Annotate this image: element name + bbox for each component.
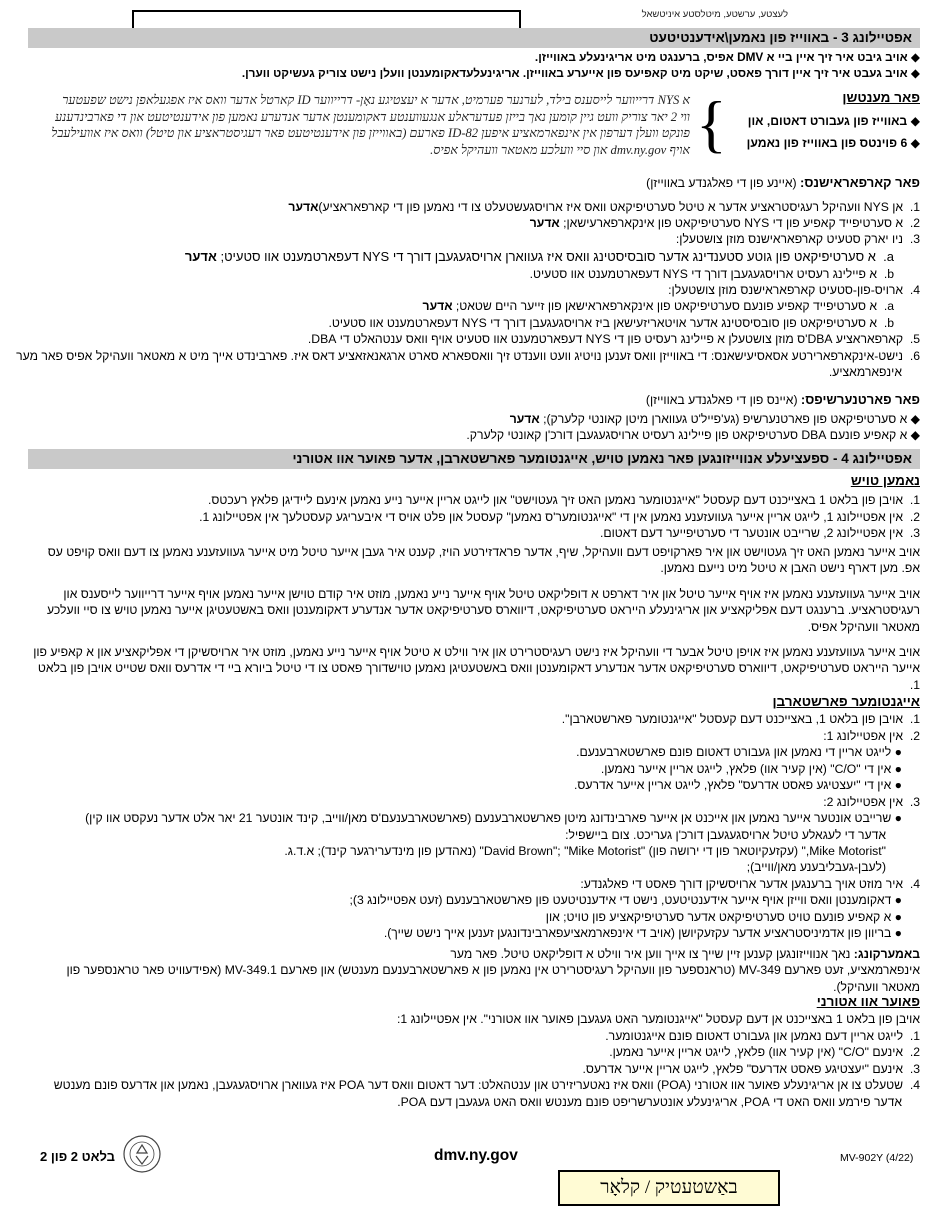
bullet-in-person: ◆ אויב גיבט איר זיך איין ביי א DMV אפיס, ברענגט מיט אריגינעלע באווייזן.: [534, 50, 920, 64]
name-change-block: [30, 472, 920, 693]
deceased-bullet: ● אין די "C/O" (אין קעיר אוו) פלאץ, לייגט אריין אייער נאמען.: [600, 761, 902, 776]
partnership-item-2: ◆ א קאפיע פונעם DBA סערטיפיקאט פון פיילינג רעסיט ארויסגעגעבן דורכ'ן קאונטי קלערק.: [466, 428, 920, 443]
corporations-title: פאר קארפאראישנס: (איינע פון די פאלגנדע באווייזן): [646, 175, 920, 190]
name-change-para-3: אויב אייער געוועזענע נאמען איז אויפן טיטל אבער די וועהיקל איז נישט רעגיסטרירט און איר ווילט א טיטל אויף אייער נייע נאמען, מוזט איר ארויסשיקן די אפליקאציע און א קאפיע פון אייער הייראט סערטיפיקאט, דיווארס סערטיפיקאט אדער אנדערע דאקומענטן וואס באשטעטיגן נאמען טוישדורך פאסט צו די טיטל ביורא ביי די אדרעס וואס שטייט אויבן פון בלאט 1.: [33, 644, 920, 692]
poa-item-2: 2. אינעם "C/O" (אין קעיר אוו) פלאץ, לייגט אריין אייער נאמען.: [609, 1045, 920, 1060]
name-change-item-3: 3. אין אפטיילונג 2, שרייבט אונטער די סערטיפייער דעם דאטום.: [599, 526, 920, 541]
partnership-item-1: ◆ א סערטיפיקאט פון פארטנערשיפ (גע'פייל'ט געווארן מיטן קאונטי קלערק); אדער: [509, 411, 920, 426]
name-change-item-2: 2. אין אפטיילונג 1, לייגט אריין אייער געוועזענע נאמען אין די "אייגנטומער'ס נאמען" קעסטל און פלט אויס די איבעריגע קעסטלעך אין אפטיילונג 1.: [199, 509, 920, 524]
deceased-doc-bullet: ● דאקומענטן וואס ווייזן אויף אייער אידענטיטעט, נישט די אידענטיטעט פון פארשטארבענעם (זעט אפטיילונג 3);: [349, 893, 902, 908]
footer-website: dmv.ny.gov: [434, 1147, 518, 1164]
deceased-bullet: ● לייגט אריין די נאמען און געבורט דאטום פונם פארשטארבענעם.: [576, 745, 902, 760]
page-number: בלאט 2 פון 2: [40, 1149, 115, 1164]
name-change-title: נאמען טויש: [850, 473, 920, 488]
corp-item-4a: a. א סערטיפייד קאפיע פונעם סערטיפיקאט פון אינקארפאראישאן פון זייער היים שטאט; אדער: [422, 299, 894, 314]
power-of-attorney-block: פאוער אוו אטורני אויבן פון בלאט 1 באצייכנט אן דעם קעסטל "אייגנטומער האט געגעבן פאוער אוו אטורני". אין אפטיילונג 1: 1. לייגט אריין דעם נאמען און געבורט דאטום פונם אייגנטומער. 2. אינעם "C/O" (אין קעיר אוו) פלאץ, לייגט אריין אייער נאמען. 3. אינעם "יעצטיגע פאסט אדרעס" פלאץ, לייגט אריין אייער אדרעס. 4. שטעלט צו אן אריגינעלע פאוער אוו אטורני (POA) וואס איז נאטעריזירט און ענטהאלט: דער דאטום וואס דער POA איז געווארן ארויסגעגעבן, נאמען און אדרעס פונם מענטש אדער פירמע וואס האט די POA, אריגינעלע אונטערשריפט פונם מענטש וואס האט געגעבן דעם POA.: [30, 993, 920, 1110]
corp-item-5: 5. קארפאראציע DBA'ס מוזן צושטעלן א פיילינג רעסיט פון די NYS דעפארטמענט אוו סטעיט אויף וואס ענטהאלט די DBA.: [307, 332, 920, 347]
recycle-seal-icon: [122, 1134, 162, 1174]
section-3-bullets: [40, 50, 920, 82]
brace-icon: {: [696, 88, 727, 159]
corp-item-4: 4. ארויס-פון-סטעיט קארפאראישנס מוזן צושטעלן:: [668, 282, 920, 297]
corporations-block: [16, 174, 920, 381]
corp-item-6-cont: אינפארמאציע.: [828, 365, 902, 380]
deceased-step-3: 3. אין אפטיילונג 2:: [823, 794, 920, 809]
poa-title: פאוער אוו אטורני: [816, 994, 920, 1009]
poa-item-4: 4. שטעלט צו אן אריגינעלע פאוער אוו אטורני (POA) וואס איז נאטעריזירט און ענטהאלט: דער דאטום וואס דער POA איז געווארן ארויסגעגעבן, נאמען און אדרעס פונם מענטש: [53, 1078, 920, 1093]
poa-item-1: 1. לייגט אריין דעם נאמען און געבורט דאטום פונם אייגנטומער.: [605, 1028, 920, 1043]
corp-item-6: 6. נישט-אינקארפארירטע אסאסיעישאנס: די באווייזן וואס זענען נויטיג וועט ווענדט זיך וואספארא סארט ארגאנאזאציע דאס איז. פארבינדט אייך מיט א מאטאר וועהיקל אפיס פאר מער: [16, 348, 920, 363]
deceased-signature-note: ● שרייבט אונטער אייער נאמען און אייכנט אן אייער פארבינדונג מיטן פארשטארבענעם (פארשטארבענעם'ס מאן/ווייב, קינד אונטער 21 יאר אלט אדער נעקסט אוו קין): [85, 811, 902, 826]
deceased-bullet: ● אין די "יעצטיגע פאסט אדרעס" פלאץ, לייגט אריין אייער אדרעס.: [574, 778, 902, 793]
owner-deceased-title: אייגנטומער פארשטארבן: [772, 694, 920, 709]
corp-item-3a: a. א סערטיפיקאט פון גוטע סטענדינג אדער סובסיסטינג וואס איז געווארן ארויסגעגעבן דורך די NYS דעפארטמענט אוו סטעיט; אדער: [184, 248, 894, 264]
corp-item-3: 3. ניו יארק סטעיט קארפאראישנס מוזן צושטעלן:: [675, 232, 920, 247]
corp-item-1: 1. אן NYS וועהיקל רעגיסטראציע אדער א טיטל סערטיפיקאט וואס איז ארויסגעשטעלט צו די נאמען פון די קארפאראציע)אדער: [288, 199, 920, 214]
name-change-item-1: 1. אויבן פון בלאט 1 באצייכנט דעם קעסטל "אייגנטומער נאמען האט זיך געטוישט" און לייגט אריין אייער נייע נאמען אינעם ליידיגן פלאץ רעכטס.: [208, 493, 920, 508]
bullet-by-mail: ◆ אויב געבט איר זיך איין דורך פאסט, שיקט מיט קאפיעס פון אייערע באווייזן. אריגינעלעדאקומענטן וועלן נישט צוריק געשיקט ווערן.: [241, 65, 920, 80]
deceased-doc-bullet: ● א קאפיע פונעם טויט סערטיפיקאט אדער סערטיפיקאציע פון טויט; און: [545, 909, 902, 924]
partnerships-block: [30, 391, 920, 443]
poa-item-3: 3. אינעם "יעצטיגע פאסט אדרעס" פלאץ, לייגט אריין אייער אדרעס.: [582, 1061, 920, 1076]
section-4-header: אפטיילונג 4 - ספעציעלע אנווייזונגען פאר נאמען טויש, אייגנטומער פארשטארבן, אדער פאוער אוו אטורני: [28, 449, 920, 469]
deceased-remark: באמערקונג: נאך אנווייזונגען קענען זיין שייך צו אייך ווען איר ווילט א דופליקאט טיטל. פאר מער: [450, 946, 920, 961]
deceased-step-4: 4. איר מוזט אויך ברענגען אדער ארויסשיקן דורך פאסט די פאלגנדע:: [580, 876, 920, 891]
owner-name-label: לעצטע, ערשטע, מיטלסטע איניטשאל: [641, 9, 788, 20]
deceased-doc-bullet: ● בריוון פון אדמיניסטראציע אדער עקזעקיושן (אויב די אינפארמאציעפארבינדונגען זענען אייך נישט שייך).: [383, 926, 902, 941]
name-change-para-1: אויב אייער נאמען האט זיך געטוישט און איר פארקויפט דעם וועהיקל, שיף, אדער פראדזירטע הויז, קענט איר געבן אייער טיטל מיט אייער געוועזענע נאמען צו דעם וואס קויפט עס אפ. מען דארף נישט האבן א טיטל מיט נייעם נאמען.: [47, 544, 920, 576]
section-3-header: אפטיילונג 3 - באווייז פון נאמען\אידענטיטעט: [28, 28, 920, 48]
id-note: א NYS דרייווער לייסענס בילד, לערנער פערמיט, אדער א יעצטיגע נאָן- דרייווער ID קארטל אדער וואס איז אפגעלאפן נישט שפעטער ווי 2 יאר צוריק וועט גיין קומען נאך בייזן פעדעראלע אנגעווענטע דאקומענטן אדער אנדערע נאמען פון אידענטיטעט און די פארבינדענע פונקט וועלן דערפון אין אינפארמאציע איפען ID-82 פארעם (באווייזן פון אידענטיטעט פאר רעגיסטראציע און טיטל) וואס איז אוועילעבל אויף dmv.ny.gov און סיי וועלכע מאטאר וועהיקל אפיס.: [51, 93, 690, 157]
confirm-clear-button[interactable]: באַשטעטיק / קלאָר: [558, 1170, 780, 1206]
for-persons-block: [720, 89, 920, 151]
corp-item-3b: b. א פיילינג רעסיט ארויסגעגעבן דורך די NYS דעפארטמענט אוו סטעיט.: [529, 266, 894, 281]
corp-item-2: 2. א סערטיפייד קאפיע פון די NYS סערטיפיקאט פון אינקארפארעישאן; אדער: [529, 216, 920, 231]
poa-intro: אויבן פון בלאט 1 באצייכנט אן דעם קעסטל "אייגנטומער האט געגעבן פאוער אוו אטורני". אין אפטיילונג 1:: [397, 1012, 920, 1027]
deceased-step-1: 1. אויבן פון בלאט 1, באצייכנט דעם קעסטל "אייגנטומער פארשטארבן".: [561, 712, 920, 727]
name-change-para-2: אויב אייער געוועזענע נאמען איז אויף אייער טיטל און איר דארפט א דופליקאט טיטל אויף אייער נייע נאמען, מוזט איר קודם טוישן אייער נאמען אויף אייער דרייווער לייסענס און רעגיסטראציע. ברענגט דעם אפליקאציע און אריגינעלע הייראט סערטיפיקאט, דיווארס סערטיפיקאט אדער אנדערע דאקומענטן וואס באשטעטיגן אייער נאמען טויש צו סיי וועלכע מאטאר וועהיקל אפיס.: [47, 586, 920, 634]
corp-item-4b: b. א סערטיפיקאט פון סובסיסטינג אדער אויטאריזעישאן ביז ארויסגעגעבן דורך די NYS דעפארטמענט אוו סטעיט.: [328, 315, 894, 330]
persons-item-birthdate: ◆ באווייז פון געבורט דאטום, און: [747, 114, 920, 129]
partnerships-title: פאר פארטנערשיפס: (איינס פון די פאלגנדע באווייזן): [645, 392, 920, 407]
owner-deceased-block: אייגנטומער פארשטארבן 1. אויבן פון בלאט 1, באצייכנט דעם קעסטל "אייגנטומער פארשטארבן". 2. אין אפטיילונג 1: ● לייגט אריין די נאמען און געבורט דאטום פונם פארשטארבענעם. ● אין די "C/O" (אין קעיר אוו) פלאץ, לייגט אריין אייער נאמען. ● אין די "יעצטיגע פאסט אדרעס" פלאץ, לייגט אריין אייער אדרעס. 3. אין אפטיילונג 2: ● שרייבט אונטער אייער נאמען און אייכנט אן אייער פארבינדונג מיטן פארשטארבענעם (פארשטארבענעם'ס מאן/ווייב, קינד אונטער 21 יאר אלט אדער נעקסט אוו קין) אדער די לעגאלע טיטל ארויסגעגעבן דורכ'ן געריכט. צום ביישפיל: "Mike Motorist," (עקזעקיוטאר פון די ירושה פון) "David Brown"; "Mike Motorist" (נאהדען פון מינדערירגער קינד); א.ד.ג. (לעבן-געבליבענע מאן/ווייב); 4. איר מוזט אויך ברענגען אדער ארויסשיקן דורך פאסט די פאלגנדע: ● דאקומענטן וואס ווייזן אויף אייער אידענטיטעט, נישט די אידענטיטעט פון פארשטארבענעם (זעט אפטיילונג 3); ● א קאפיע פונעם טויט סערטיפיקאט אדער סערטיפיקאציע פון טויט; און ● בריוון פון אדמיניסטראציע אדער עקזעקיושן (אויב די אינפארמאציעפארבינדונגען זענען אייך נישט שייך). באמערקונג: נאך אנווייזונגען קענען זיין שייך צו אייך ווען איר ווילט א דופליקאט טיטל. פאר מער אינפארמאציע, זעט פארעם MV-349 (טראנספער פון וועהיקל רעגיסטרירט אין נאמען פון א פארשטארבענעם מענטש) און פארעם MV-349.1 (אפידעוויט פאר טראנספער פון מאטאר וועהיקל).: [30, 693, 920, 995]
deceased-step-2: 2. אין אפטיילונג 1:: [823, 728, 920, 743]
for-persons-title: פאר מענטשן: [842, 90, 920, 105]
form-number: MV-902Y (4/22): [840, 1152, 914, 1164]
persons-item-name-points: ◆ 6 פוינטס פון באווייז פון נאמען: [746, 135, 920, 150]
